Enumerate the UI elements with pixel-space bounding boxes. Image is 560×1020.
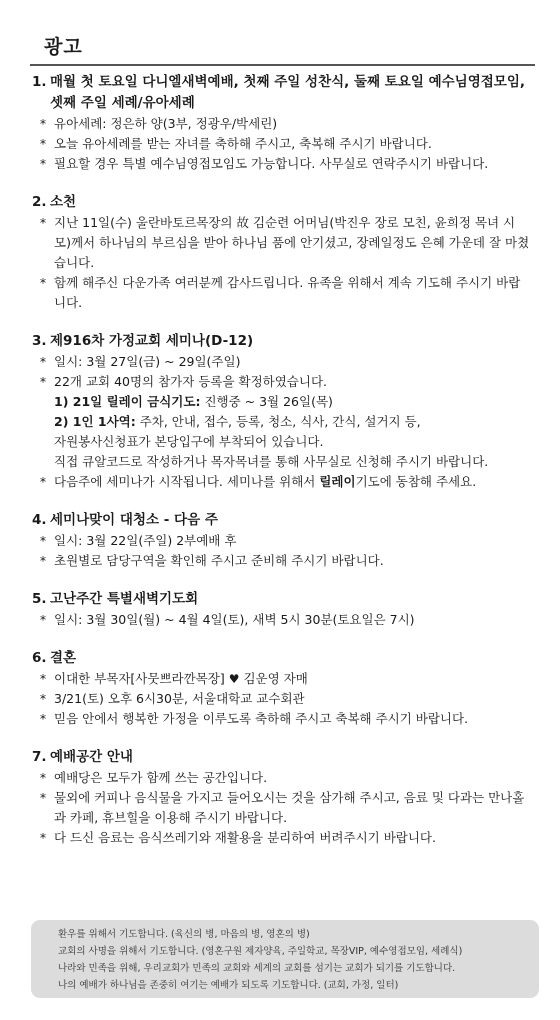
asterisk-icon: * — [39, 374, 47, 389]
list-item: * 물외에 커피나 음식물을 가지고 들어오시는 것을 삼가해 주시고, 음료 및 다과는 만나홀과 카페, 휴브힐을 이용해 주시기 바랍니다. — [32, 788, 532, 828]
page-title: 광고 — [44, 36, 83, 58]
title-divider — [30, 64, 535, 66]
list-item: * 일시: 3월 22일(주일) 2부예배 후 — [32, 531, 532, 551]
asterisk-icon: * — [39, 215, 47, 230]
list-item: * 다 드신 음료는 음식쓰레기와 재활용을 분리하여 버려주시기 바랍니다. — [32, 828, 532, 848]
announcements — [32, 72, 532, 866]
volunteer-apply-note: 직접 큐알코드로 작성하거나 목자목녀를 통해 사무실로 신청해 주시기 바랍니다. — [54, 454, 489, 469]
section-number: 4. — [32, 512, 47, 528]
asterisk-icon: * — [39, 770, 47, 785]
section-title: 예배공간 안내 — [50, 749, 133, 765]
section-3 — [32, 331, 532, 492]
list-item — [32, 669, 532, 689]
section-4 — [32, 510, 532, 571]
section-7 — [32, 747, 532, 848]
asterisk-icon: * — [39, 116, 47, 131]
prayer-line: 교회의 사명을 위해서 기도합니다. (영혼구원 제자양육, 주일학교, 목장VIP, 예수영접모임, 세례식) — [58, 946, 463, 957]
heart-icon: ♥ — [228, 672, 240, 686]
groom-name: 이대한 부목자[사뭇쁘라깐목장] — [54, 671, 225, 686]
asterisk-icon: * — [39, 830, 47, 845]
asterisk-icon: * — [39, 553, 47, 568]
asterisk-icon: * — [39, 533, 47, 548]
asterisk-icon: * — [39, 671, 47, 686]
asterisk-icon: * — [39, 275, 47, 290]
list-item: * 유아세례: 정은하 양(3부, 정광우/박세린) — [32, 114, 532, 134]
asterisk-icon: * — [39, 711, 47, 726]
prayer-line: 나라와 민족을 위해, 우리교회가 민족의 교회와 세계의 교회를 섬기는 교회가 되기를 기도합니다. — [58, 963, 456, 974]
asterisk-icon: * — [39, 691, 47, 706]
list-item: * 다음주에 세미나가 시작됩니다. 세미나를 위해서 릴레이기도에 동참해 주세요. — [32, 472, 532, 492]
asterisk-icon: * — [39, 136, 47, 151]
list-item: * 오늘 유아세례를 받는 자녀를 축하해 주시고, 축복해 주시기 바랍니다. — [32, 134, 532, 154]
list-item: * 일시: 3월 27일(금) ~ 29일(주일) — [32, 352, 532, 372]
section-6 — [32, 648, 532, 729]
asterisk-icon: * — [39, 156, 47, 171]
list-item: * 예배당은 모두가 함께 쓰는 공간입니다. — [32, 768, 532, 788]
asterisk-icon: * — [39, 354, 47, 369]
list-item: * 믿음 안에서 행복한 가정을 이루도록 축하해 주시고 축복해 주시기 바랍니다. — [32, 709, 532, 729]
list-item: * 초원별로 담당구역을 확인해 주시고 준비해 주시기 바랍니다. — [32, 551, 532, 571]
asterisk-icon: * — [39, 790, 47, 805]
prayer-line: 환우를 위해서 기도합니다. (육신의 병, 마음의 병, 영혼의 병) — [58, 929, 310, 940]
section-number: 5. — [32, 591, 47, 607]
prayer-box — [31, 920, 539, 998]
section-title: 매월 첫 토요일 다니엘새벽예배, 첫째 주일 성찬식, 둘째 토요일 예수님영접모임, 셋째 주일 세례/유아세례 — [50, 74, 525, 111]
section-2 — [32, 192, 532, 313]
bride-name: 김운영 자매 — [243, 671, 308, 686]
list-item: * 일시: 3월 30일(월) ~ 4월 4일(토), 새벽 5시 30분(토요일은 7시) — [32, 610, 532, 630]
prayer-line: 나의 예배가 하나님을 존중히 여기는 예배가 되도록 기도합니다. (교회, 가정, 일터) — [58, 980, 399, 991]
list-item: * 함께 해주신 다운가족 여러분께 감사드립니다. 유족을 위해서 계속 기도해 주시기 바랍니다. — [32, 273, 532, 313]
section-title: 제916차 가정교회 세미나(D-12) — [50, 333, 254, 349]
asterisk-icon: * — [39, 474, 47, 489]
relay-prayer-line: 1) 21일 릴레이 금식기도: 진행중 ~ 3월 26일(목) — [54, 394, 333, 409]
volunteer-note: 자원봉사신청표가 본당입구에 부착되어 있습니다. — [54, 434, 324, 449]
list-item: * 필요할 경우 특별 예수님영접모임도 가능합니다. 사무실로 연락주시기 바랍니다. — [32, 154, 532, 174]
section-number: 6. — [32, 650, 47, 666]
section-5 — [32, 589, 532, 630]
section-number: 1. — [32, 74, 47, 90]
header — [30, 32, 535, 66]
section-number: 3. — [32, 333, 47, 349]
section-number: 7. — [32, 749, 47, 765]
section-title: 소천 — [50, 194, 77, 210]
list-item: * 22개 교회 40명의 참가자 등록을 확정하였습니다. — [32, 372, 532, 392]
section-title: 결혼 — [50, 650, 77, 666]
section-number: 2. — [32, 194, 47, 210]
volunteer-line: 2) 1인 1사역: 주차, 안내, 접수, 등록, 청소, 식사, 간식, 설거지 등, — [54, 414, 421, 429]
section-title: 고난주간 특별새벽기도회 — [50, 591, 199, 607]
asterisk-icon: * — [39, 612, 47, 627]
list-item: * 지난 11일(수) 울란바토르목장의 故 김순련 어머님(박진우 장로 모친, 윤희정 목녀 시모)께서 하나님의 부르심을 받아 하나님 품에 안기셨고, 장례일정도 은혜 가운데 잘 마쳤습니다. — [32, 213, 532, 273]
section-1 — [32, 72, 532, 174]
section-title: 세미나맞이 대청소 - 다음 주 — [50, 512, 218, 528]
list-item: * 3/21(토) 오후 6시30분, 서울대학교 교수회관 — [32, 689, 532, 709]
